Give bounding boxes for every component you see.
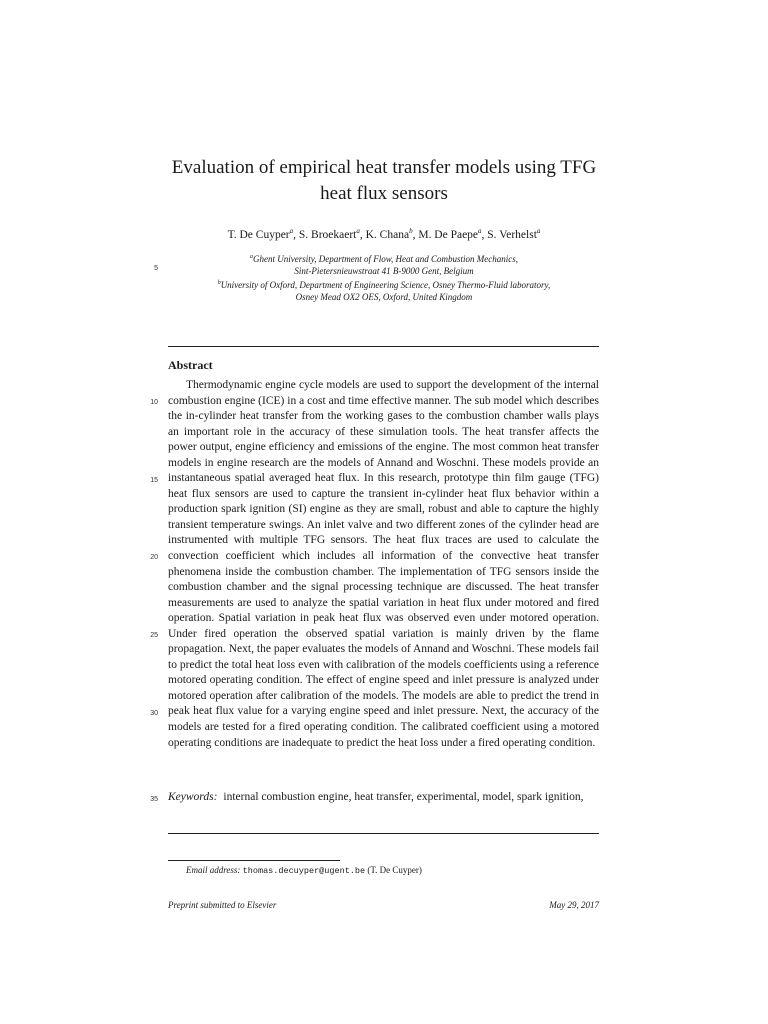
- author-affiliation-mark: a: [289, 227, 294, 235]
- author-name: M. De Paepe: [418, 228, 479, 241]
- line-number: 15: [150, 477, 158, 484]
- author-affiliation-mark: a: [356, 227, 360, 235]
- keywords-label: Keywords:: [168, 791, 218, 803]
- footnote-email[interactable]: thomas.decuyper@ugent.be: [242, 866, 366, 876]
- affiliation-b-line-2: Osney Mead OX2 OES, Oxford, United Kingdom: [295, 292, 473, 302]
- author-affiliation-mark: b: [409, 227, 413, 235]
- footnote-rule: [168, 860, 340, 861]
- footnote: [186, 864, 422, 877]
- affiliation-a-mark: a: [249, 254, 253, 260]
- keywords: [168, 790, 599, 806]
- footnote-label: Email address:: [186, 865, 241, 875]
- line-number: 30: [150, 710, 158, 717]
- abstract-top-rule: [168, 346, 599, 347]
- line-number: 5: [154, 265, 158, 272]
- preprint-notice: Preprint submitted to Elsevier: [168, 900, 277, 910]
- abstract-body: [168, 378, 599, 751]
- title-line-1: Evaluation of empirical heat transfer models using TFG: [171, 157, 597, 178]
- author-name: S. Broekaert: [298, 228, 357, 241]
- paper-title: [168, 155, 600, 207]
- line-number: 10: [150, 399, 158, 406]
- affiliations: [168, 251, 600, 303]
- author-list: T. De Cuyper$^a$, S. Broekaert$^a$, K. Chana$^b$, M. De Paepe$^a$, S. Verhelst$^a$: [227, 227, 541, 241]
- author-name: S. Verhelst: [487, 228, 537, 241]
- affiliation-a-line-2: Sint-Pietersnieuwstraat 41 B-9000 Gent, Belgium: [294, 266, 474, 276]
- affiliation-b-line-1: $^b$University of Oxford, Department of Engineering Science, Osney Thermo-Fluid laboratory,: [217, 280, 551, 290]
- author-affiliation-mark: a: [536, 227, 541, 235]
- author-affiliation-mark: a: [478, 227, 482, 235]
- abstract-heading: Abstract: [168, 358, 213, 372]
- abstract-bottom-rule: [168, 833, 599, 834]
- affiliation-b-mark: b: [217, 280, 221, 286]
- author-name: K. Chana: [365, 228, 410, 241]
- line-number: 20: [150, 554, 158, 561]
- affiliation-a-line-1: $^a$Ghent University, Department of Flow, Heat and Combustion Mechanics,: [249, 254, 519, 264]
- title-line-2: heat flux sensors: [320, 183, 448, 204]
- author-name: T. De Cuyper: [227, 228, 290, 241]
- preprint-date: May 29, 2017: [549, 900, 599, 910]
- footnote-owner: (T. De Cuyper): [367, 865, 422, 875]
- line-number: 35: [150, 796, 158, 803]
- abstract-text: Thermodynamic engine cycle models are used to support the development of the internal combustion engine (ICE) in a cost and time effective manner. The sub model which describes the in-cylinder heat transfer from the working gases to the combustion chamber walls plays an important role in the accuracy of these simulation tools. The heat transfer affects the power output, engine efficiency and emissions of the engine. The most common heat transfer models in engine research are the models of Annand and Woschni. These models provide an instantaneous spatial averaged heat flux. In this research, prototype thin film gauge (TFG) heat flux sensors are used to capture the transient in-cylinder heat flux behavior within a production spark ignition (SI) engine as they are small, robust and able to capture the highly transient temperature swings. An inlet valve and two different zones of the cylinder head are instrumented with multiple TFG sensors. The heat flux traces are used to calculate the convection coefficient which includes all information of the convective heat transfer phenomena inside the combustion chamber. The implementation of TFG sensors inside the combustion chamber and the signal processing technique are discussed. The heat transfer measurements are used to analyze the spatial variation in heat flux under motored and fired operation. Spatial variation in peak heat flux was observed even under motored operation. Under fired operation the observed spatial variation is mainly driven by the flame propagation. Next, the paper evaluates the models of Annand and Woschni. These models fail to predict the total heat loss even with calibration of the models coefficients using a reference motored operating condition. The effect of engine speed and inlet pressure is analyzed under motored operation after calibration of the models. The models are able to predict the trend in peak heat flux value for a varying engine speed and inlet pressure. Next, the accuracy of the models are tested for a fired operating condition. The calibrated coefficient using a motored operating conditions are inadequate to predict the heat loss under a fired operating condition.: [168, 379, 599, 749]
- keywords-text: internal combustion engine, heat transfer, experimental, model, spark ignition,: [223, 791, 584, 803]
- line-number: 25: [150, 632, 158, 639]
